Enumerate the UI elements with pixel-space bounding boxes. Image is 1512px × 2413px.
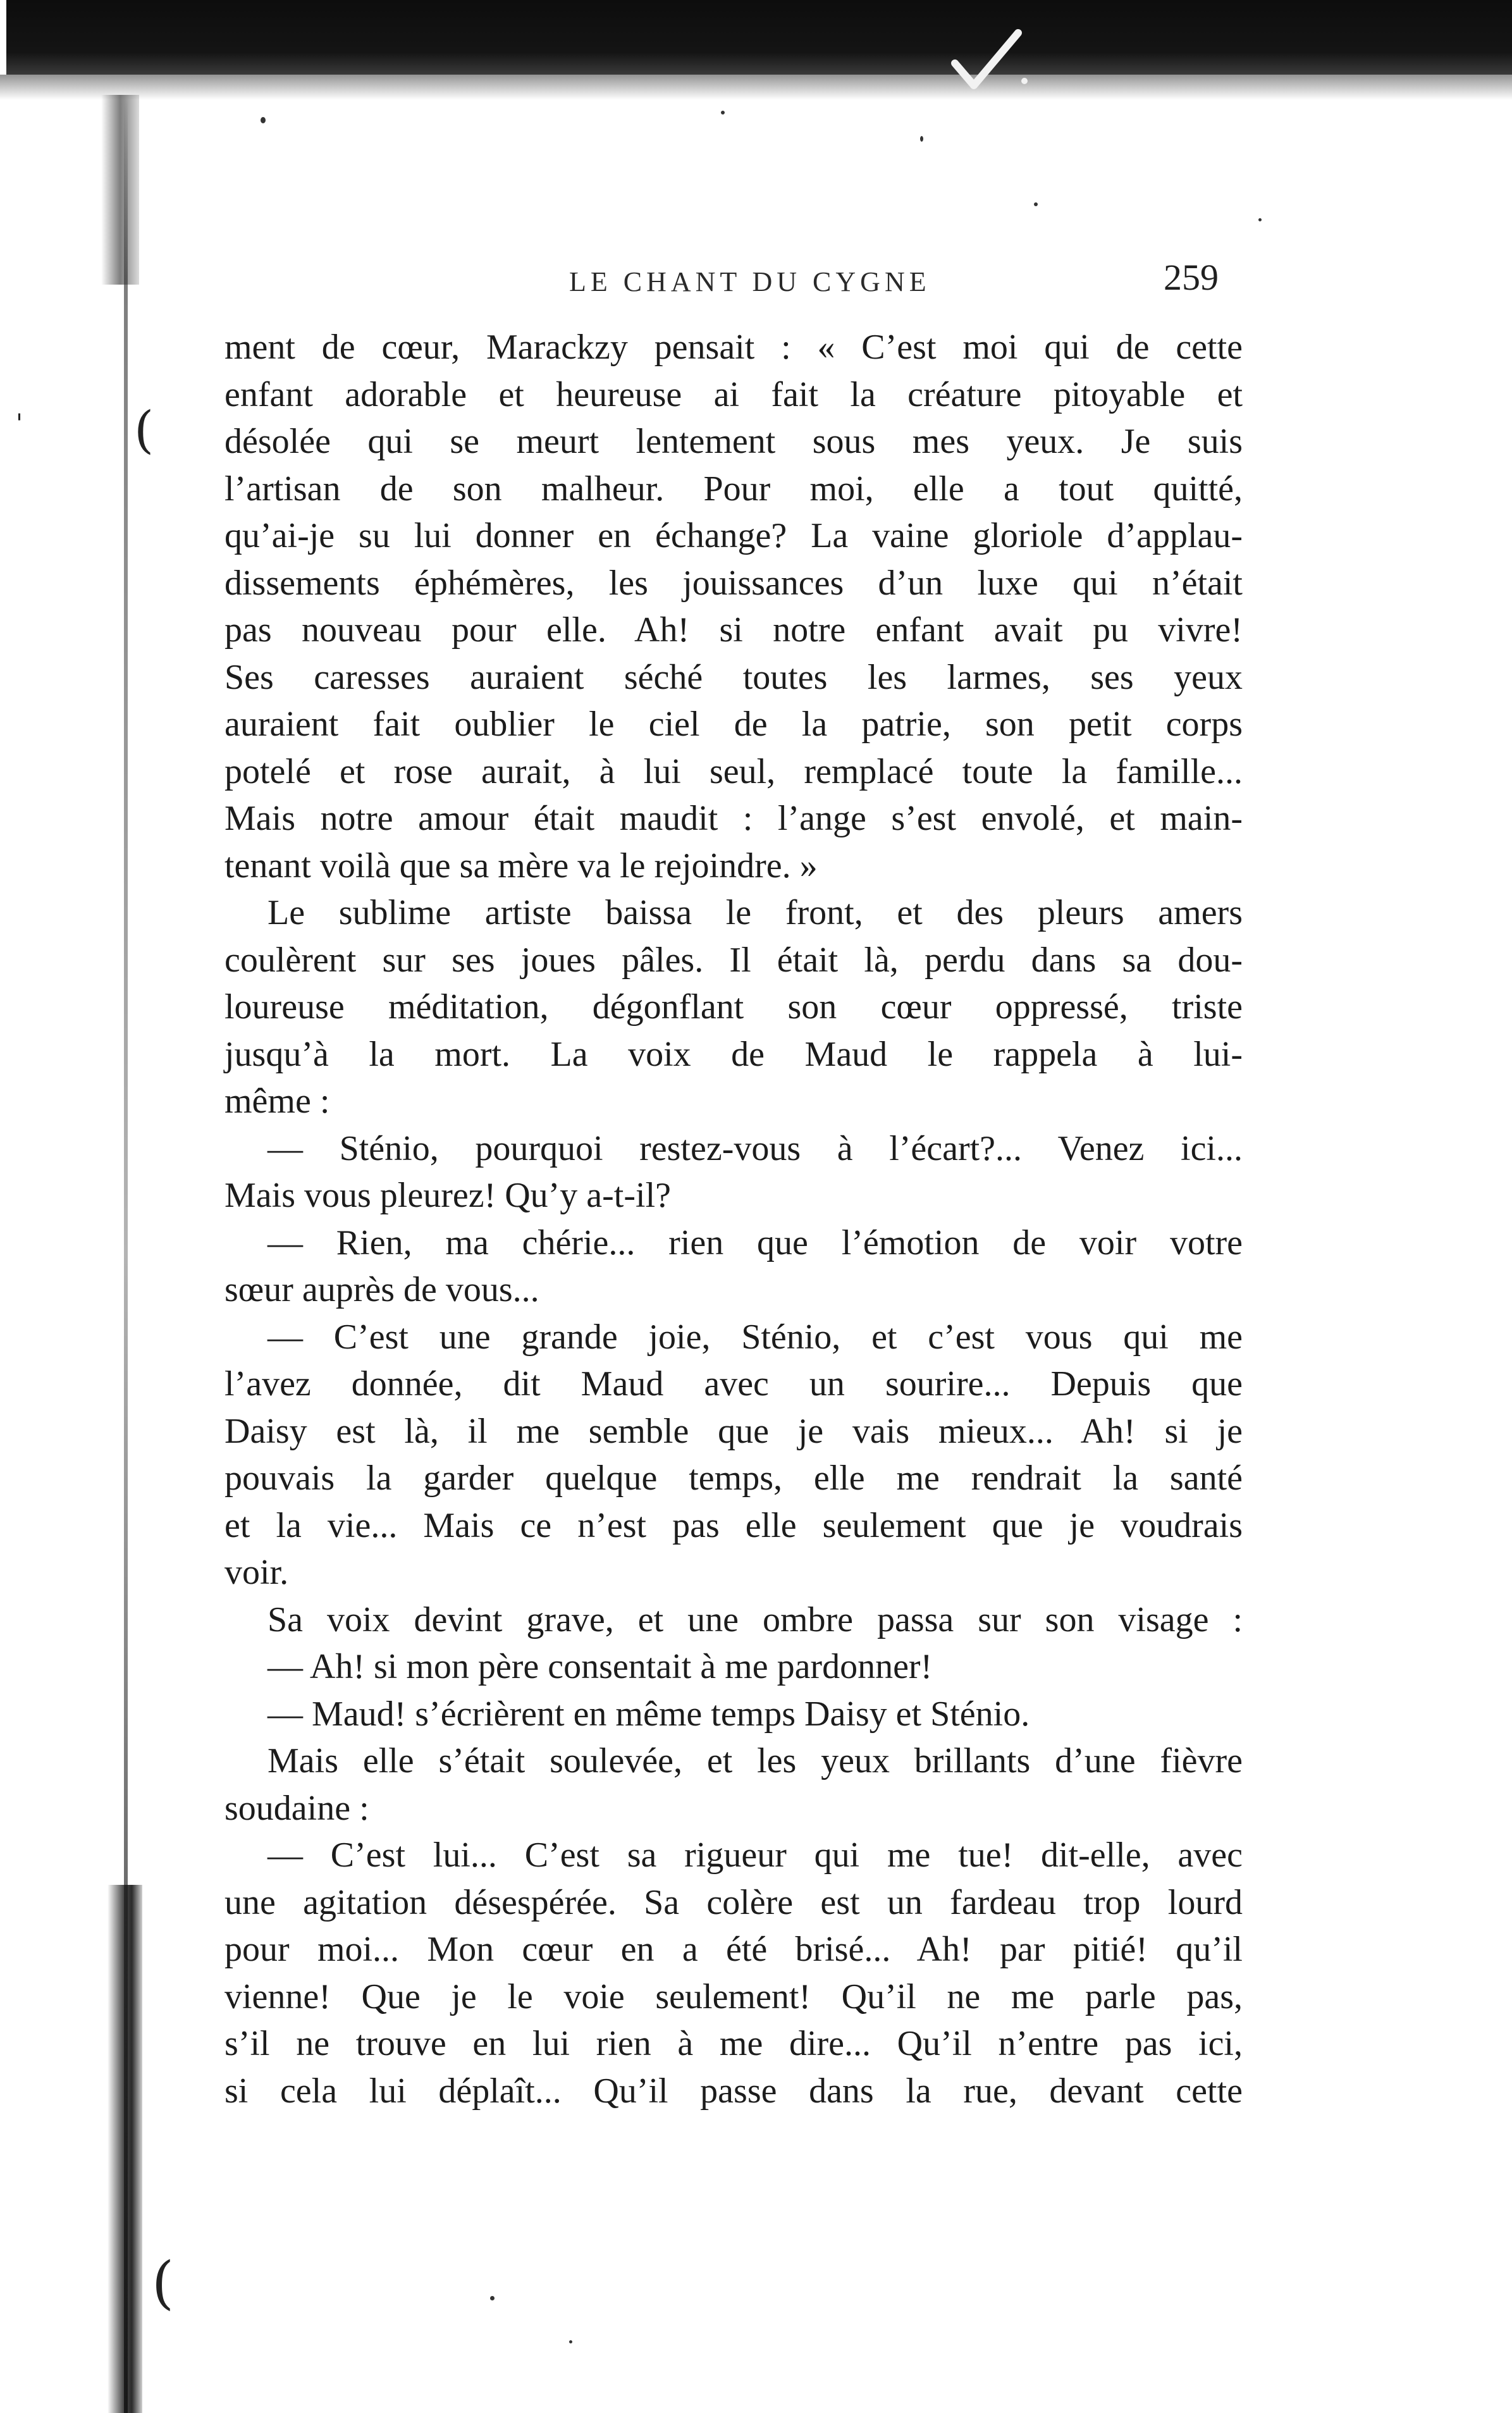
text-line: — Ah! si mon père consentait à me pardonner! xyxy=(267,1647,933,1686)
text-line: pouvais la garder quelque temps, elle me rendrait la santé xyxy=(224,1459,1243,1498)
text-line: Mais vous pleurez! Qu’y a-t-il? xyxy=(224,1176,671,1215)
text-line: désolée qui se meurt lentement sous mes yeux. Je suis xyxy=(224,422,1243,461)
margin-tick: ' xyxy=(16,409,23,438)
text-line: Mais notre amour était maudit : l’ange s’est envolé, et main- xyxy=(224,799,1243,838)
running-title: LE CHANT DU CYGNE xyxy=(569,266,931,297)
scan-top-gap xyxy=(0,0,6,75)
page-number: 259 xyxy=(1164,257,1219,298)
text-line: enfant adorable et heureuse ai fait la créature pitoyable et xyxy=(224,374,1243,414)
text-line: — Maud! s’écrièrent en même temps Daisy et Sténio. xyxy=(267,1694,1030,1734)
text-line: ment de cœur, Marackzy pensait : « C’est moi qui de cette xyxy=(224,328,1243,367)
text-line: jusqu’à la mort. La voix de Maud le rappela à lui- xyxy=(224,1034,1243,1074)
scan-left-shadow-bottom xyxy=(108,1885,142,2413)
text-line: — Rien, ma chérie... rien que l’émotion de voir votre xyxy=(267,1223,1243,1262)
scan-speck xyxy=(1034,202,1038,206)
scan-speck xyxy=(1258,218,1262,221)
check-mark-icon xyxy=(949,25,1031,95)
text-line: même : xyxy=(224,1082,330,1121)
scan-speck xyxy=(490,2296,495,2300)
scan-speck xyxy=(569,2340,572,2343)
text-line: s’il ne trouve en lui rien à me dire... Qu’il n’entre pas ici, xyxy=(224,2024,1243,2063)
scan-top-fade xyxy=(0,75,1512,100)
margin-bracket-lower: ( xyxy=(152,2250,175,2316)
text-line: Daisy est là, il me semble que je vais mieux... Ah! si je xyxy=(224,1411,1243,1451)
scan-left-shadow-top xyxy=(101,95,139,285)
text-line: si cela lui déplaît... Qu’il passe dans la rue, devant cette xyxy=(224,2071,1243,2111)
text-line: — C’est une grande joie, Sténio, et c’est vous qui me xyxy=(267,1317,1243,1357)
text-line: une agitation désespérée. Sa colère est un fardeau trop lourd xyxy=(224,1882,1243,1922)
scan-top-band xyxy=(0,0,1512,75)
text-line: — C’est lui... C’est sa rigueur qui me tue! dit-elle, avec xyxy=(267,1836,1243,1875)
text-line: coulèrent sur ses joues pâles. Il était là, perdu dans sa dou- xyxy=(224,940,1243,980)
text-line: soudaine : xyxy=(224,1788,369,1828)
scan-speck xyxy=(920,136,923,142)
text-line: voir. xyxy=(224,1553,289,1592)
text-line: pour moi... Mon cœur en a été brisé... Ah! par pitié! qu’il xyxy=(224,1930,1243,1969)
text-line: Le sublime artiste baissa le front, et des pleurs amers xyxy=(267,893,1243,932)
text-line: pas nouveau pour elle. Ah! si notre enfant avait pu vivre! xyxy=(224,610,1243,650)
scan-speck xyxy=(721,111,725,114)
text-line: loureuse méditation, dégonflant son cœur oppressé, triste xyxy=(224,987,1243,1027)
text-line: Ses caresses auraient séché toutes les larmes, ses yeux xyxy=(224,657,1243,697)
text-line: potelé et rose aurait, à lui seul, remplacé toute la famille... xyxy=(224,751,1243,791)
text-line: tenant voilà que sa mère va le rejoindre. » xyxy=(224,846,818,886)
text-line: et la vie... Mais ce n’est pas elle seulement que je voudrais xyxy=(224,1505,1243,1545)
text-line: sœur auprès de vous... xyxy=(224,1270,539,1309)
text-line: l’avez donnée, dit Maud avec un sourire... Depuis que xyxy=(224,1364,1243,1404)
text-line: Mais elle s’était soulevée, et les yeux brillants d’une fièvre xyxy=(267,1741,1243,1780)
text-line: vienne! Que je le voie seulement! Qu’il ne me parle pas, xyxy=(224,1977,1243,2016)
text-line: Sa voix devint grave, et une ombre passa sur son visage : xyxy=(267,1600,1243,1639)
scan-speck xyxy=(261,117,266,123)
text-line: l’artisan de son malheur. Pour moi, elle a tout quitté, xyxy=(224,469,1243,509)
body-text xyxy=(224,324,1243,2114)
text-line: — Sténio, pourquoi restez-vous à l’écart?... Venez ici... xyxy=(267,1128,1243,1168)
margin-bracket-upper: ( xyxy=(134,400,154,459)
text-line: qu’ai-je su lui donner en échange? La vaine gloriole d’applau- xyxy=(224,516,1243,555)
text-line: dissements éphémères, les jouissances d’un luxe qui n’était xyxy=(224,563,1243,603)
text-line: auraient fait oublier le ciel de la patrie, son petit corps xyxy=(224,705,1243,744)
